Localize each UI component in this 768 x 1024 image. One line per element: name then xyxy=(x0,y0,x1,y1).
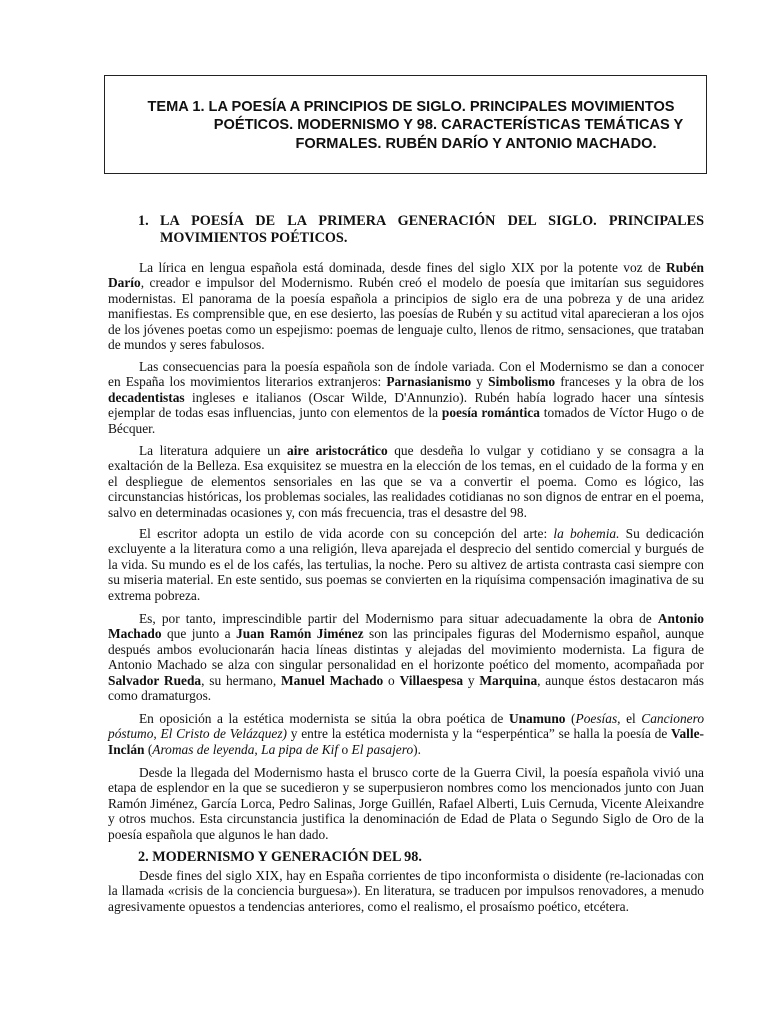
p5-bold-marquina: Marquina xyxy=(479,672,538,688)
p6-text-m: , xyxy=(254,741,262,757)
p5-bold-salvador-rueda: Salvador Rueda xyxy=(108,672,202,688)
p5-bold-villaespesa: Villaespesa xyxy=(399,672,464,688)
title-line-1: TEMA 1. LA POESÍA A PRINCIPIOS DE SIGLO. PRINCIPALES MOVIMIENTOS xyxy=(147,99,675,115)
p5-text-a: Es, por tanto, imprescindible partir del Modernismo para situar adecuadamente la obra de xyxy=(139,611,658,626)
p6-italic-el-pasajero: El pasajero xyxy=(351,741,414,757)
p6-text-e: , el xyxy=(617,711,642,726)
p5-bold-antonio-machado: Antonio Machado xyxy=(108,611,704,642)
paragraph-5 xyxy=(108,611,704,703)
p5-text-i: o xyxy=(383,672,400,688)
p2-bold-parnasianismo: Parnasianismo xyxy=(386,374,472,390)
p6-text-a: En oposición a la estética modernista se sitúa la obra poética de xyxy=(139,711,509,726)
p6-text-c: ( xyxy=(565,711,576,726)
p2-bold-poesia-romantica: poesía romántica xyxy=(441,405,540,421)
p4-italic-la-bohemia: la bohemia. xyxy=(553,526,620,541)
p6-italic-aromas-de-leyenda: Aromas de leyenda xyxy=(152,741,255,757)
p6-text-o: o xyxy=(338,741,352,757)
p6-text-k: ( xyxy=(144,741,153,757)
p6-bold-unamuno: Unamuno xyxy=(508,711,566,726)
section-1-number: 1. xyxy=(138,213,149,229)
p4-text-c: Su dedicación excluyente a la literatura como a una religión, lleva aparejada el desprecio del sentido comercial y burgués de la vida. Su mundo es el de los cafés, las tertulias, la noche. Pero su altivez de artista contrasta casi siempre con su miseria material. En este sentido, sus poemas se convierten en la riquísima compensación imaginativa de su extrema pobreza. xyxy=(108,526,704,603)
paragraph-4 xyxy=(108,526,704,603)
p2-text-a: Las consecuencias para la poesía española son de índole variada. Con el Modernismo se dan a conocer en España los movimientos literarios extranjeros: xyxy=(108,359,704,390)
p5-bold-manuel-machado: Manuel Machado xyxy=(280,672,384,688)
p6-italic-poesias: Poesías xyxy=(575,711,618,726)
p6-text-q: ). xyxy=(413,741,421,757)
paragraph-7: Desde la llegada del Modernismo hasta el brusco corte de la Guerra Civil, la poesía española vivió una etapa de esplendor en la que se sucedieron y se superpusieron nombres como los mencionados junto con Juan Ramón Jiménez, García Lorca, Pedro Salinas, Jorge Guillén, Rafael Alberti, Luis Cernuda, Vicente Aleixandre y otros muchos. Esta circunstancia justifica la denominación de Edad de Plata o Segundo Siglo de Oro de la poesía española que algunos le han dado. xyxy=(108,765,704,842)
paragraph-3 xyxy=(108,443,704,520)
p5-text-k: y xyxy=(463,672,480,688)
paragraph-1 xyxy=(108,260,704,352)
p2-text-i: tomados de Víctor Hugo o de Bécquer. xyxy=(108,405,704,436)
p1-text-c: , creador e impulsor del Modernismo. Rubén creó el modelo de poesía que imitarían sus seguidores modernistas. El panorama de la poesía española a principios de siglo era de una pobreza y de una aridez manifiestas. Es comprensible que, en ese desierto, las poesías de Rubén y su actitud vital aparecieran a los ojos de los jóvenes poetas como un espejismo: poemas de lenguaje culto, llenos de ritmo, sensaciones, que trataban de mundos y seres fabulosos. xyxy=(108,275,704,353)
title-line-2: POÉTICOS. MODERNISMO Y 98. CARACTERÍSTICAS TEMÁTICAS Y xyxy=(213,117,684,134)
p6-italic-la-pipa-de-kif: La pipa de Kif xyxy=(261,741,339,757)
p6-bold-valle-inclan: Valle-Inclán xyxy=(108,726,704,757)
p1-bold-ruben-dario: Rubén Darío xyxy=(108,260,704,291)
p6-text-i: y entre la estética modernista y la “esperpéntica” se halla la poesía de xyxy=(287,726,672,742)
p1-text-a: La lírica en lengua española está dominada, desde fines del siglo XIX por la potente voz de xyxy=(139,260,667,275)
p5-text-m: , aunque éstos destacaron más como dramaturgos. xyxy=(108,672,704,704)
p2-text-c: y xyxy=(471,374,489,390)
section-1-heading xyxy=(138,213,704,247)
section-1-heading-text: LA POESÍA DE LA PRIMERA GENERACIÓN DEL SIGLO. PRINCIPALES MOVIMIENTOS POÉTICOS. xyxy=(160,213,704,246)
p3-text-c: que desdeña lo vulgar y cotidiano y se consagra a la exaltación de la Belleza. Esa exquisitez se muestra en la elección de los temas, en el cuidado de la forma y en el despliegue de elementos sensoriales en las que se va a convertir el poema. Como es lógico, las circunstancias históricas, los problemas sociales, las realidades cotidianas no son dignos de entrar en el poema, salvo en determinadas ocasiones y, con más frecuencia, tras el desastre del 98. xyxy=(108,443,704,520)
paragraph-8: Desde fines del siglo XIX, hay en España corrientes de tipo inconformista o disidente (re-lacionadas con la llamada «crisis de la conciencia burguesa»). En literatura, se traducen por impulsos renovadores, a menudo agresivamente opuestos a tendencias anteriores, como el realismo, el prosaísmo poético, etcétera. xyxy=(108,868,704,914)
section-2-heading: 2. MODERNISMO Y GENERACIÓN DEL 98. xyxy=(138,849,422,865)
p5-bold-juan-ramon-jimenez: Juan Ramón Jiménez xyxy=(236,626,364,642)
document-title xyxy=(126,98,696,153)
p5-text-g: , su hermano, xyxy=(201,672,281,688)
p2-bold-simbolismo: Simbolismo xyxy=(488,374,556,390)
p3-text-a: La literatura adquiere un xyxy=(139,443,287,458)
p2-bold-decadentistas: decadentistas xyxy=(108,389,185,405)
p5-text-c: que junto a xyxy=(161,626,237,642)
p2-text-e: franceses y la obra de los xyxy=(555,374,705,390)
title-line-3: FORMALES. RUBÉN DARÍO Y ANTONIO MACHADO. xyxy=(295,135,657,152)
paragraph-6 xyxy=(108,711,704,757)
p6-italic-el-cristo-de-velazquez: El Cristo de Velázquez) xyxy=(160,726,288,742)
p4-text-a: El escritor adopta un estilo de vida acorde con su concepción del arte: xyxy=(139,526,554,541)
paragraph-2 xyxy=(108,359,704,436)
p6-italic-cancionero-postumo: Cancionero póstumo xyxy=(108,711,705,742)
p5-text-e: son las principales figuras del Modernismo español, aunque después ambos evolucionarán hacia líneas distintas y alejadas del movimiento modernista. La figura de Antonio Machado se alza con singular personalidad en el horizonte poético del momento, acompañada por xyxy=(108,626,704,673)
p3-bold-aire-aristocratico: aire aristocrático xyxy=(287,443,388,458)
p2-text-g: ingleses e italianos (Oscar Wilde, D'Annunzio). Rubén había logrado hacer una síntesis ejemplar de todas esas influencias, junto con elementos de la xyxy=(108,389,704,421)
title-box xyxy=(104,75,707,174)
p6-text-g: , xyxy=(153,726,161,742)
